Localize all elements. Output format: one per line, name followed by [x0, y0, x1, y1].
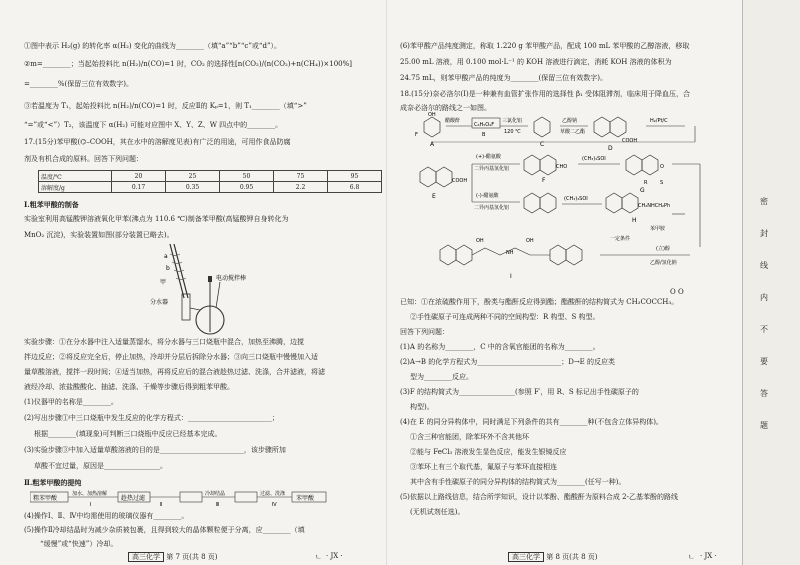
q18-3b: 构型)。: [410, 403, 434, 411]
page-8: [390, 0, 740, 565]
flow-arrow-2: 冷却结晶: [205, 491, 226, 497]
part2-title: Ⅱ.粗苯甲酸的提纯: [24, 478, 82, 487]
label-stirrer: 电动搅拌棒: [216, 275, 247, 282]
q17-line-2: 剂及有机合成的原料。回答下列问题：: [24, 155, 143, 163]
q17-2b: 根据________(填现象)可判断三口烧瓶中反应已经基本完成。: [34, 430, 222, 438]
label-G: G: [640, 187, 645, 194]
q17-1: (1)仪器甲的名称是________。: [24, 398, 118, 406]
q18-1: (1)A 的名称为________，C 中的含氧官能团的名称为________。: [400, 343, 600, 351]
part1-title: Ⅰ.粗苯甲酸的制备: [24, 200, 79, 209]
oh-i-1: OH: [476, 238, 484, 244]
flow-arrow-1: 加水、加热溶解: [72, 491, 108, 497]
table-cell: 20: [112, 171, 166, 182]
page-7-tag: · JX ·: [326, 552, 343, 560]
r-label-1: R: [644, 180, 648, 186]
known-formula-top: O O: [670, 288, 684, 296]
q17-3: (3)实验步骤③中加入适量草酸溶液的目的是________________________，该步骤所加: [24, 446, 286, 454]
cooh-label: COOH: [622, 138, 638, 144]
reagent-2: 三氯化铝: [502, 118, 523, 124]
margin-char: 密: [760, 197, 768, 206]
reagent-7: 二异丙基氢化铝: [474, 166, 510, 172]
reagent-12: 苯甲胺: [650, 226, 666, 232]
reagent-9: (-)-醋氨酸: [476, 193, 499, 199]
binding-margin: [742, 0, 800, 565]
solubility-table: [38, 170, 382, 193]
margin-char: 封: [760, 229, 768, 238]
table-row: [39, 182, 382, 193]
label-A: A: [430, 141, 435, 148]
q18-5b: (无机试剂任选)。: [410, 508, 465, 516]
q16-line-5: “=”或“<”）T₂，该温度下 α(H₂) 可能对应图中 X、Y、Z、W 四点中的________。: [24, 121, 283, 129]
page-8-tag: · JX ·: [700, 552, 717, 560]
q17-4: (4)操作Ⅰ、Ⅱ、Ⅳ中均需使用的玻璃仪器有________。: [24, 512, 189, 520]
oh-i-2: OH: [526, 238, 534, 244]
table-header: 温度/℃: [39, 171, 112, 182]
label-jia: 甲: [160, 279, 167, 286]
chain-h: CH₂NHCH₂Ph: [638, 203, 671, 209]
q18-line-1: 18.(15分)奈必洛尔(Ⅰ)是一种兼有血管扩张作用的选择性 β₁ 受体阻滞剂，临床用于降血压，合: [400, 90, 691, 98]
flow-box-1: 趁热过滤: [121, 495, 146, 502]
table-cell: 50: [220, 171, 274, 182]
synthesis-scheme: [410, 112, 730, 292]
table-header: 溶解度/g: [39, 182, 112, 193]
label-a: a: [164, 253, 168, 260]
cho-f: CHO: [556, 164, 568, 170]
table-cell: 2.2: [274, 182, 328, 193]
purification-flow: [30, 489, 330, 511]
o-g: O: [660, 164, 664, 170]
q17-6-line-2: 25.00 mL 溶液，用 0.100 mol·L⁻¹ 的 KOH 溶液进行滴定，消耗 KOH 溶液的体积为: [400, 58, 672, 66]
table-cell: 75: [274, 171, 328, 182]
q18-4: (4)在 E 的同分异构体中，同时满足下列条件的共有________种(不包含立体异构体)。: [400, 418, 663, 426]
table-cell: 0.35: [166, 182, 220, 193]
label-E: E: [432, 193, 436, 200]
q17-2: (2)写出步骤①中三口烧瓶中发生反应的化学方程式：________________________；: [24, 414, 279, 422]
margin-char: 内: [760, 293, 768, 302]
q16-line-2: ②m=________；当起始投料比 n(H₂)/n(CO)=1 时，CO₂ 的选择性[n(CO₂)/(n(CO₂)+n(CH₄))×100%]: [24, 60, 352, 68]
footer-subject: 高三化学: [128, 552, 164, 562]
nh-i: NH: [506, 250, 514, 256]
s-label-1: S: [660, 180, 664, 186]
margin-char: 题: [760, 421, 768, 430]
steps-line-1: 实验步骤：①在分水器中注入适量蒸馏水，将分水器与三口烧瓶中混合，加热至沸腾，边搅: [24, 338, 304, 346]
reagent-6: (+)-醋氨酸: [476, 154, 501, 160]
steps-line-3: 量草酸溶液，搅拌一段时间；④适当加热，再将反应后的混合液趁热过滤、洗涤，合并滤液，将滤: [24, 368, 325, 376]
part1-line-2: MnO₂ 沉淀)，实验装置如图(部分装置已略去)。: [24, 231, 174, 239]
margin-char: 要: [760, 357, 768, 366]
margin-char: 答: [760, 389, 768, 398]
flow-r4: Ⅳ: [272, 502, 277, 508]
table-cell: 6.8: [328, 182, 382, 193]
q16-line-4: ③若温度为 T₁，起始投料比 n(H₂)/n(CO)=1 时，反应Ⅱ的 Kₚ=1，则 T₁________（填“>”: [24, 102, 307, 110]
table-cell: 0.17: [112, 182, 166, 193]
q18-line-2: 成奈必洛尔的路线之一如图。: [400, 104, 491, 112]
label-H: H: [632, 217, 637, 224]
label-F: F: [542, 177, 546, 184]
known-line-3: 回答下列问题：: [400, 328, 449, 336]
part1-line-1: 实验室利用高锰酸钾溶液氧化甲苯(沸点为 110.6 ℃)制备苯甲酸(高锰酸钾自身转化为: [24, 215, 289, 223]
label-D: D: [608, 145, 613, 152]
q18-4-cond-1: ①含三种官能团，除苯环外不含其他环: [410, 433, 529, 441]
reagent-10: 二异丙基氢化铝: [474, 205, 510, 211]
q17-line-1: 17.(15分)苯甲酸(⌬–COOH，其在水中的溶解度见表)有广泛的用途，可用作食品防腐: [24, 138, 291, 146]
flow-start: 粗苯甲酸: [33, 495, 58, 502]
footer-subject: 高三化学: [508, 552, 544, 562]
page-8-code: ㄴ: [688, 553, 695, 561]
f-label: F: [415, 132, 418, 138]
label-b: b: [166, 265, 170, 272]
temp: 120 ℃: [504, 129, 521, 135]
apparatus-diagram: [140, 240, 260, 336]
page-7: [0, 0, 385, 565]
q18-4-cond-2: ②能与 FeCl₃ 溶液发生显色反应，能发生银镜反应: [410, 448, 567, 456]
q17-5: (5)操作Ⅱ冷却结晶时为减少杂质被包裹，且得到较大的晶体颗粒便于分离，应________（填: [24, 526, 305, 534]
q18-2: (2)A→B 的化学方程式为________________________；D→E 的反应类: [400, 358, 616, 366]
page-7-footer: [128, 552, 218, 562]
q16-line-1: ①图中表示 H₂(g) 的转化率 α(H₂) 变化的曲线为________（填“a”“b”“c”或“d”）。: [24, 42, 282, 50]
table-cell: 25: [166, 171, 220, 182]
flow-r2: Ⅱ: [160, 502, 163, 508]
label-separator: 分水器: [150, 299, 169, 306]
reagent-1: 醋酸酐: [445, 118, 461, 124]
table-row: [39, 171, 382, 182]
reagent-5: H₂/Pt/C: [650, 118, 668, 124]
page-7-code: ㄴ: [315, 553, 322, 561]
flow-r3: Ⅲ: [216, 502, 220, 508]
page-divider: [386, 0, 387, 565]
table-cell: 0.95: [220, 182, 274, 193]
footer-page-number: 第 7 页(共 8 页): [166, 553, 218, 561]
steps-line-4: 液经冷却、浓盐酸酸化、抽滤、洗涤、干燥等步骤后得到粗苯甲酸。: [24, 383, 234, 391]
reagent-13: 一定条件: [610, 236, 631, 242]
q18-4-tail: 其中含有手性碳原子的同分异构体的结构简式为________(任写一种)。: [410, 478, 626, 486]
q17-3b: 草酸不宜过量，原因是________________。: [34, 462, 167, 470]
flow-box-2: 过滤、洗涤: [260, 491, 286, 497]
reagent-14: (立)醇: [656, 246, 670, 252]
page-8-footer: [508, 552, 598, 562]
q18-2b: 型为________反应。: [410, 373, 473, 381]
q18-3: (3)F 的结构简式为________________(参照 F′，用 R、S 标记出手性碳原子的: [400, 388, 639, 396]
q17-5b: “缓慢”或“快速”）冷却。: [40, 540, 118, 548]
reagent-8: (CH₃)₃SOI: [582, 156, 606, 162]
oh-label: OH: [428, 112, 436, 118]
q18-4-cond-3: ③苯环上有三个取代基，氟原子与苯环直接相连: [410, 463, 557, 471]
label-C: C: [540, 141, 545, 148]
margin-rule: [742, 0, 743, 565]
flow-r1: Ⅰ: [90, 502, 92, 508]
q18-5: (5)依据以上路线信息，结合所学知识，设计以苯酚、酯酸酐为原料合成 2-乙基苯酚的路线: [400, 493, 678, 501]
footer-page-number: 第 8 页(共 8 页): [546, 553, 598, 561]
steps-line-2: 拌边反应；②将反应完全后，停止加热，冷却并分层后拆除分水器；③向三口烧瓶中慢慢加入适: [24, 353, 318, 361]
margin-char: 不: [760, 325, 768, 334]
reagent-15: 乙醇/氢化钠: [650, 260, 677, 266]
cooh-e: COOH: [452, 178, 468, 184]
reagent-4: 草酸二乙酯: [560, 129, 586, 135]
known-line-1: 已知：①在浓硫酸作用下，酚类与酯酐反应得到酯；酯酸酐的结构简式为 CH₃COCCH₃。: [400, 298, 679, 306]
reagent-3: 乙醇钠: [562, 118, 578, 124]
q16-line-3: =________%(保留三位有效数字)。: [24, 80, 133, 88]
flow-end: 苯甲酸: [296, 495, 315, 502]
q17-6-line-3: 24.75 mL，则苯甲酸产品的纯度为________(保留三位有效数字)。: [400, 74, 608, 82]
known-line-2: ②手性碳原子可连成两种不同的空间构型：R 构型、S 构型。: [410, 313, 600, 321]
table-cell: 95: [328, 171, 382, 182]
reagent-box-1: C₆H₅O₂F: [474, 122, 495, 128]
label-I: I: [510, 273, 512, 280]
q17-6-line-1: (6)苯甲酸产品纯度测定，称取 1.220 g 苯甲酸产品，配成 100 mL 苯甲酸的乙醇溶液，移取: [400, 42, 690, 50]
reagent-11: (CH₃)₃SOI: [564, 196, 588, 202]
label-B: B: [482, 132, 486, 138]
margin-char: 线: [760, 261, 768, 270]
